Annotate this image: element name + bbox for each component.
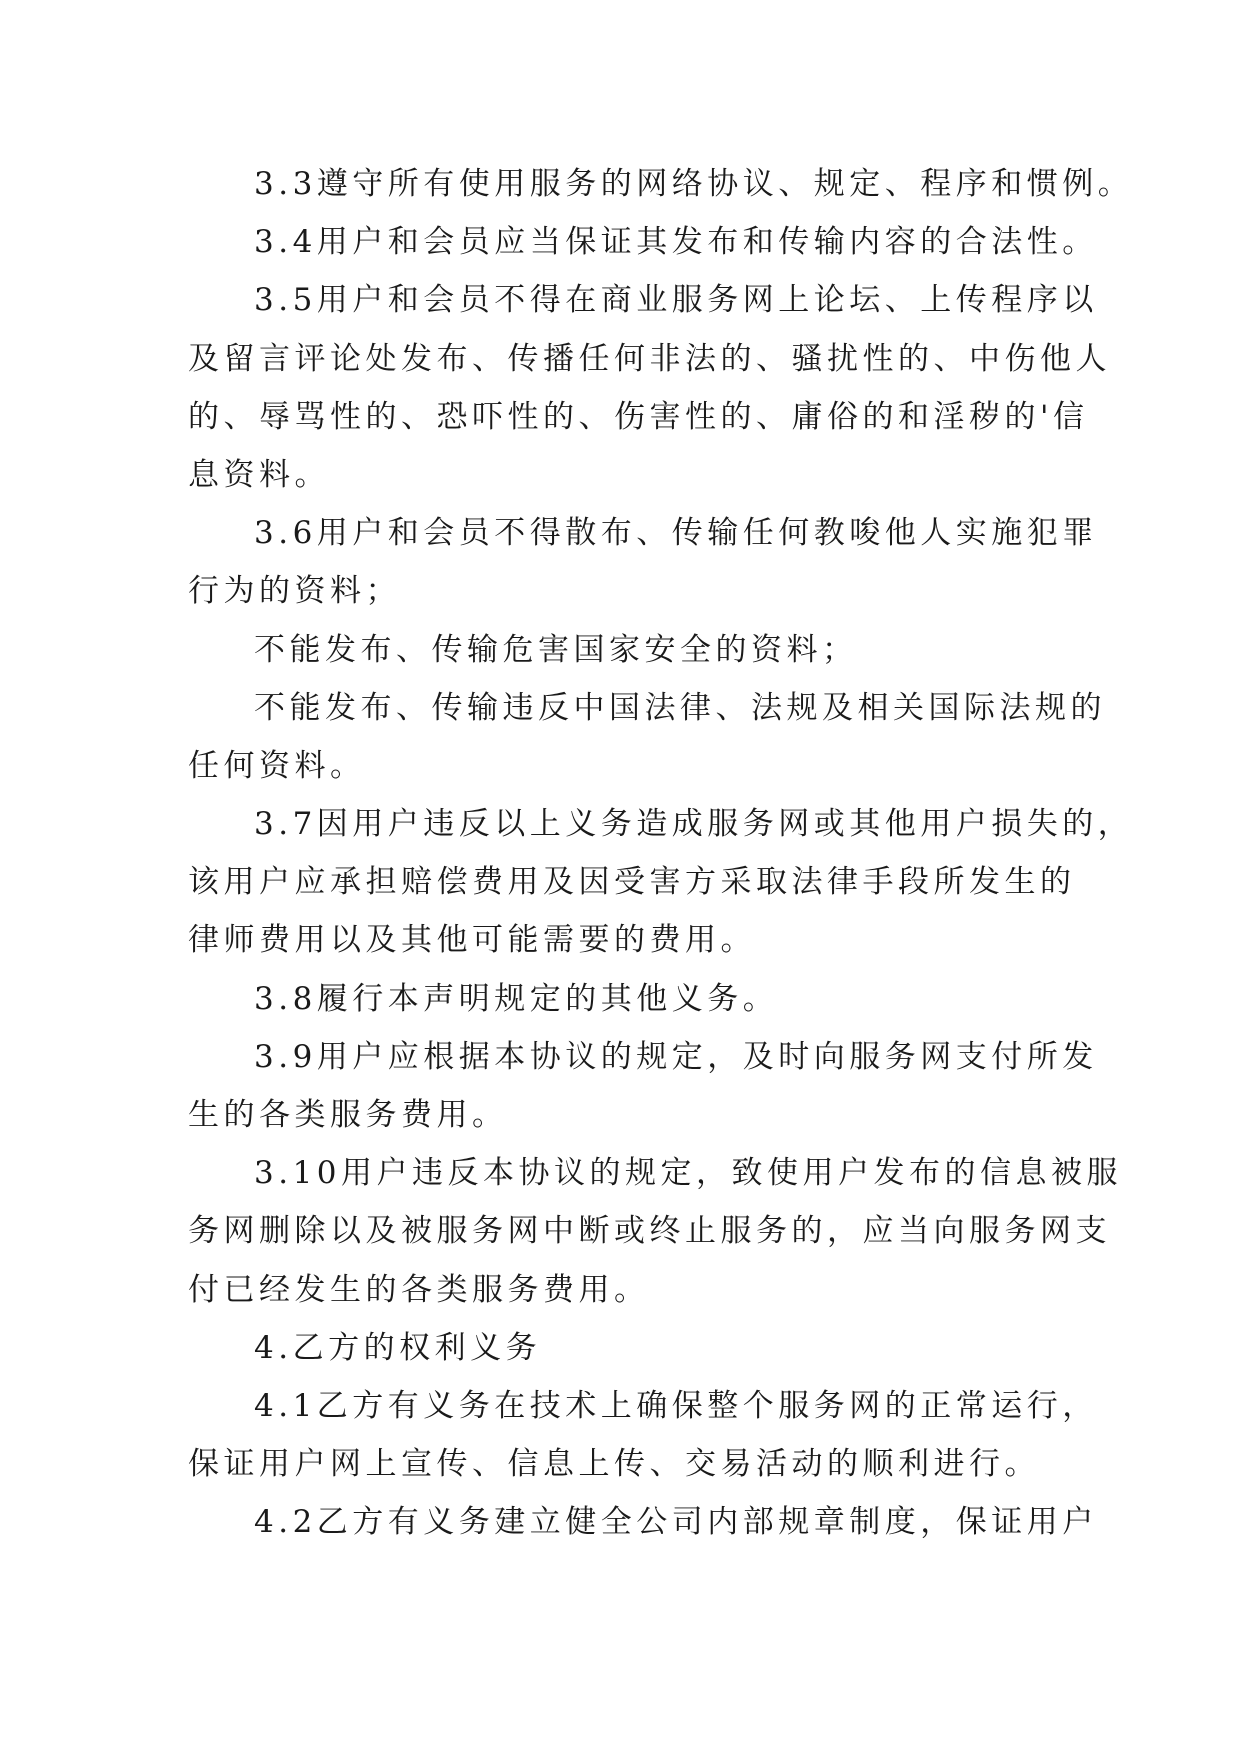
document-line: 付已经发生的各类服务费用。 [188,1271,650,1308]
document-line: 息资料。 [188,456,330,493]
document-line: 不能发布、传输违反中国法律、法规及相关国际法规的 [254,689,1106,726]
document-line: 3.10用户违反本协议的规定，致使用户发布的信息被服 [254,1155,1123,1192]
document-line: 3.3遵守所有使用服务的网络协议、规定、程序和惯例。 [254,166,1134,202]
document-line: 3.6用户和会员不得散布、传输任何教唆他人实施犯罪 [254,515,1098,552]
document-line: 3.5用户和会员不得在商业服务网上论坛、上传程序以 [254,282,1098,319]
document-line: 该用户应承担赔偿费用及因受害方采取法律手段所发生的 [188,864,1076,901]
document-line: 4.1乙方有义务在技术上确保整个服务网的正常运行， [254,1387,1098,1424]
document-line: 律师费用以及其他可能需要的费用。 [188,922,756,959]
document-line: 4.2乙方有义务建立健全公司内部规章制度，保证用户 [254,1504,1098,1541]
document-line: 不能发布、传输危害国家安全的资料； [254,631,858,668]
document-line: 任何资料。 [188,747,366,784]
document-body [188,155,1134,1552]
document-line: 3.4用户和会员应当保证其发布和传输内容的合法性。 [254,224,1098,261]
document-line: 3.7因用户违反以上义务造成服务网或其他用户损失的， [254,806,1134,843]
document-line: 及留言评论处发布、传播任何非法的、骚扰性的、中伤他人 [188,340,1111,377]
document-line: 3.9用户应根据本协议的规定，及时向服务网支付所发 [254,1038,1098,1075]
document-line: 的、辱骂性的、恐吓性的、伤害性的、庸俗的和淫秽的'信 [188,398,1089,435]
document-line: 务网删除以及被服务网中断或终止服务的，应当向服务网支 [188,1213,1111,1250]
document-line: 保证用户网上宣传、信息上传、交易活动的顺利进行。 [188,1446,1040,1483]
document-line: 行为的资料； [188,573,401,610]
document-line: 4.乙方的权利义务 [254,1329,542,1366]
document-line: 3.8履行本声明规定的其他义务。 [254,980,779,1017]
document-line: 生的各类服务费用。 [188,1097,508,1133]
